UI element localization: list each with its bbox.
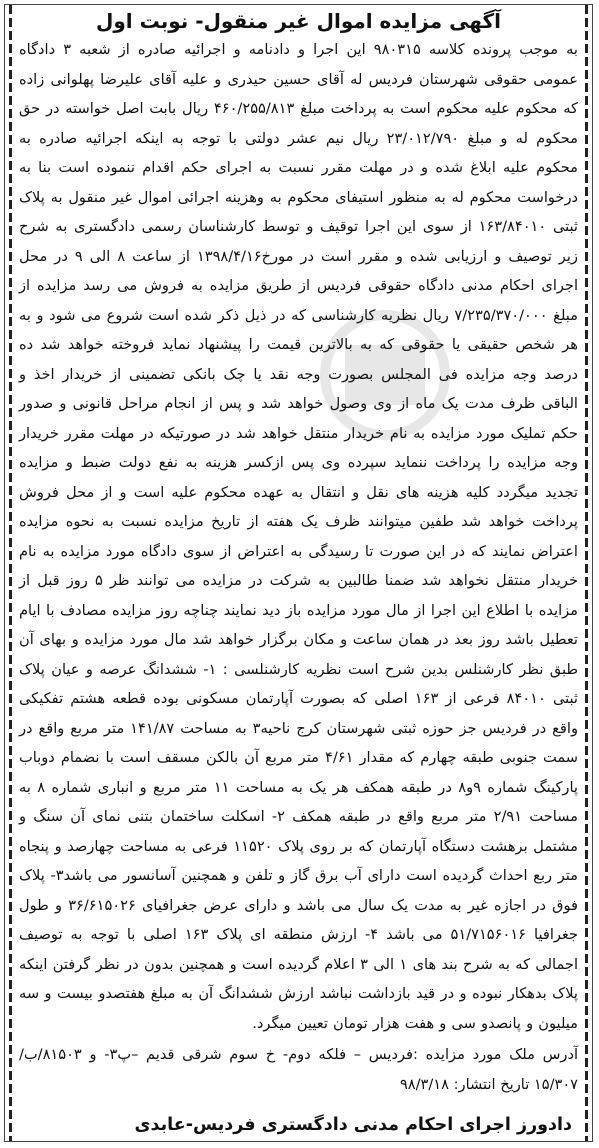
property-address: آدرس ملک مورد مزایده :فردیس – فلکه دوم- خ سوم شرقی قدیم –پ۳- و ۸۱۵۰۳/ب/۱۵/۳۰۷ تاریخ انتشار: ۹۸/۳/۱۸ [19, 1046, 578, 1093]
right-border-rule [585, 5, 588, 1141]
issuer-signature: دادورز اجرای احکام مدنی دادگستری فردیس-عابدی [134, 1115, 572, 1135]
left-border-rule [9, 5, 12, 1141]
notice-title: آگهی مزایده اموال غیر منقول- نوبت اول [95, 9, 501, 33]
auction-notice [4, 4, 593, 1142]
notice-content [19, 7, 578, 1139]
notice-body: به موجب پرونده کلاسه ۹۸۰۳۱۵ این اجرا و دادنامه و اجرائیه صادره از شعبه ۳ دادگاه عمومی حقوقی شهرستان فردیس له آقای حسین حیدری و علیه آقای علیرضا پهلوانی زاده که محکوم علیه محکوم است به پرداخت مبلغ ۴۶۰/۲۵۵/۸۱۳ ریال بابت اصل خواسته در حق محکوم له و مبلغ ۲۳/۰۱۲/۷۹۰ ریال نیم عشر دولتی با توجه به اینکه اجرائیه صادره به محکوم علیه ابلاغ شده و در مهلت مقرر نسبت به اجرای حکم اقدام ننموده است بنا به درخواست محکوم له به منظور استیفای محکوم به وهزینه اجرائی اموال غیر منقول به پلاک ثبتی ۱۶۳/۸۴۰۱۰ از سوی این اجرا توقیف و توسط کارشناسان رسمی دادگستری به شرح زیر توصیف و ارزیابی شده و مقرر است در مورخ۱۳۹۸/۴/۱۶ از ساعت ۸ الی ۹ در محل اجرای احکام مدنی دادگاه حقوقی فردیس از طریق مزایده به فروش می رسد مزایده از مبلغ ۷/۲۳۵/۳۷۰/۰۰۰ ریال نظریه کارشناسی که در ذیل ذکر شده است شروع می شود و به هر شخص حقیقی یا حقوقی که به بالاترین قیمت را پیشنهاد نماید فروخته خواهد شد ده درصد وجه مزایده فی المجلس بصورت وجه نقد یا چک بانکی تضمینی از خریدار اخذ و الباقی ظرف مدت یک ماه از وی وصول خواهد شد و پس از انجام مراحل قانونی و صدور حکم تملیک مورد مزایده به نام خریدار منتقل خواهد شد در صورتیکه در مهلت مقرر خریدار وجه مزایده را پرداخت ننماید سپرده وی پس ازکسر هزینه به نفع دولت ضبط و مزایده تجدید میگردد کلیه هزینه های نقل و انتقال به عهده محکوم علیه است و از محل فروش پرداخت خواهد شد طفین میتوانند ظرف یک هفته از تاریخ مزایده نسبت به نحوه مزایده اعتراض نمایند که در این صورت تا رسیدگی به اعتراض از سوی دادگاه مورد مزایده به نام خریدار منتقل نخواهد شد ضمنا طالبین به شرکت در مزایده می توانند ظر ۵ روز قبل از مزایده با اطلاع این اجرا از مال مورد مزایده باز دید نمایند چناچه روز مزایده مصادف با ایام تعطیل باشد روز بعد در همان ساعت و مکان برگزار خواهد شد مال مورد مزایده و بهای آن طبق نظر کارشنلس بدین شرح است نظریه کارشنلسی : ۱- ششدانگ عرصه و عیان پلاک ثبتی ۸۴۰۱۰ فرعی از ۱۶۳ اصلی که بصورت آپارتمان مسکونی بوده قطعه هشتم تفکیکی واقع در فردیس جز حوزه ثبتی شهرستان کرج ناحیه۳ به مساحت ۱۴۱/۸۷ متر مربع واقع در سمت جنوبی طبقه چهارم که مقدار ۴/۶۱ متر مربع آن بالکن مسقف است با نضمام دوباب پارکینگ شماره ۹و۸ در طبقه همکف هر یک به مساحت ۱۱ متر مربع و انباری شماره ۸ به مساحت ۲/۹۱ متر مربع واقع در طبقه همکف ۲- اسکلت ساختمان بتنی نمای آن سنگ و مشتمل برهشت دستگاه آپارتمان که بر روی پلاک ۱۱۵۲۰ فرعی به مساحت چهارصد و پنجاه متر ربع احداث گردیده است دارای آب برق گاز و تلفن و همچنین آسانسور می باشد۳- پلاک فوق در اجازه غیر به مدت یک سال می باشد و دارای عرض جغرافیای ۳۶/۶۱۵۰۲۶ و طول جغرافیا ۵۱/۷۱۵۶۰۱۶ می باشد ۴- ارزش منطقه ای پلاک ۱۶۳ اصلی با توجه به توصیف اجمالی که به شرح بند های ۱ الی ۳ اعلام گردیده است و همچنین بدون در نظر گرفتن اینکه پلاک بدهکار نبوده و در قید بازداشت نباشد ارزش ششدانگ آن به مبلغ هفتصدو بیست و سه میلیون و پانصدو سی و هفت هزار تومان تعیین میگرد. [19, 41, 579, 1032]
